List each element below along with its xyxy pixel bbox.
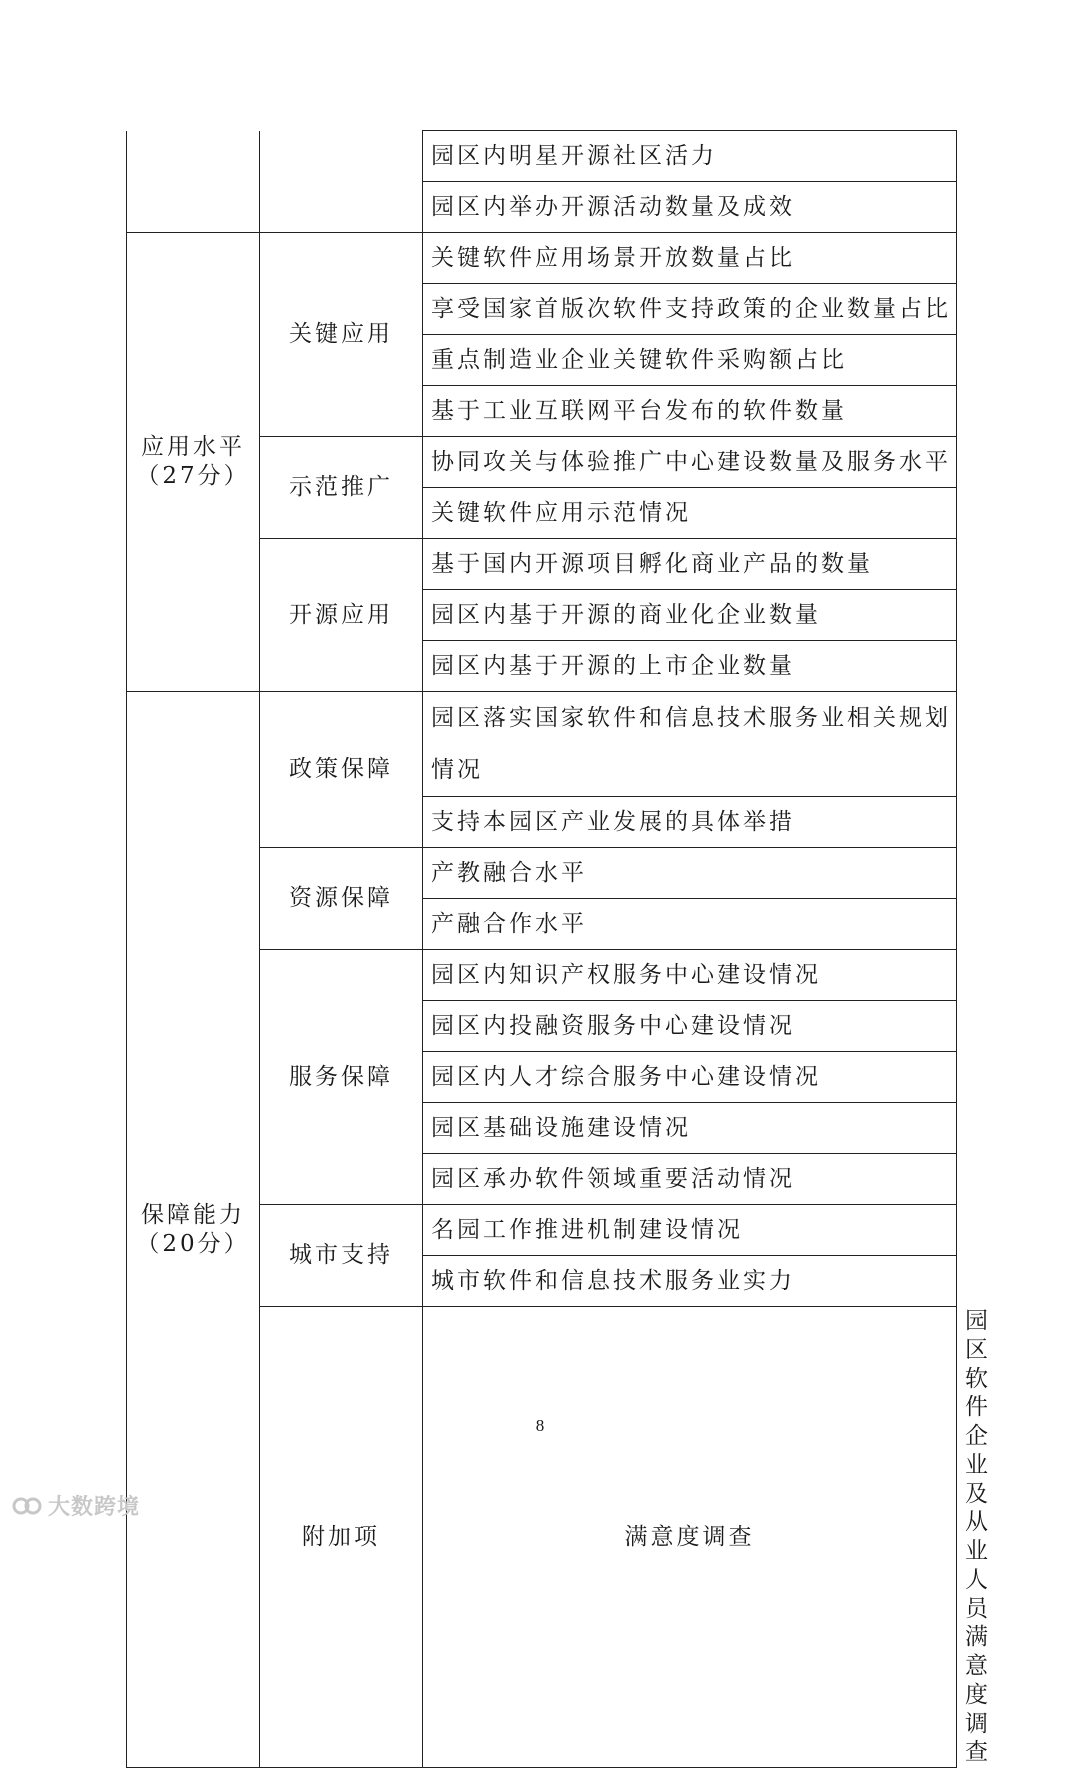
subcategory-cell: 关键应用 xyxy=(260,233,423,437)
indicator-cell: 关键软件应用示范情况 xyxy=(423,488,957,539)
watermark xyxy=(12,1490,140,1521)
indicator-cell: 重点制造业企业关键软件采购额占比 xyxy=(423,335,957,386)
indicator-cell: 协同攻关与体验推广中心建设数量及服务水平 xyxy=(423,437,957,488)
indicator-cell: 城市软件和信息技术服务业实力 xyxy=(423,1256,957,1307)
subcategory-cell: 满意度调查 xyxy=(423,1307,957,1768)
category-cell-additional: 附加项 xyxy=(260,1307,423,1768)
category-score: （27分） xyxy=(136,463,250,489)
indicator-table xyxy=(126,130,991,1768)
indicator-cell: 园区内明星开源社区活力 xyxy=(423,131,957,182)
indicator-cell: 名园工作推进机制建设情况 xyxy=(423,1205,957,1256)
category-score: （20分） xyxy=(136,1230,250,1257)
category-cell-support-capability xyxy=(127,692,260,1768)
category-name: 应用水平 xyxy=(141,434,245,461)
subcategory-cell: 服务保障 xyxy=(260,950,423,1205)
table-row: 附加项 满意度调查 园区软件企业及从业人员满意度调查 xyxy=(127,1307,957,1768)
indicator-cell: 园区内基于开源的上市企业数量 xyxy=(423,641,957,692)
subcategory-cell: 开源应用 xyxy=(260,539,423,692)
subcategory-cell: 城市支持 xyxy=(260,1205,423,1307)
indicator-cell: 产教融合水平 xyxy=(423,848,957,899)
indicator-cell: 园区内基于开源的商业化企业数量 xyxy=(423,590,957,641)
indicator-cell: 园区内人才综合服务中心建设情况 xyxy=(423,1052,957,1103)
indicator-cell: 产融合作水平 xyxy=(423,899,957,950)
indicator-cell: 园区基础设施建设情况 xyxy=(423,1103,957,1154)
table-row xyxy=(127,233,957,284)
subcategory-cell: 政策保障 xyxy=(260,692,423,848)
category-name: 保障能力 xyxy=(141,1201,245,1228)
watermark-text: 大数跨境 xyxy=(48,1495,141,1520)
indicator-cell: 园区内投融资服务中心建设情况 xyxy=(423,1001,957,1052)
page-number: 8 xyxy=(535,1416,545,1435)
table-row xyxy=(127,692,957,797)
indicator-cell: 享受国家首版次软件支持政策的企业数量占比 xyxy=(423,284,957,335)
brand-logo-icon xyxy=(12,1494,42,1518)
indicator-cell: 园区落实国家软件和信息技术服务业相关规划情况 xyxy=(423,692,957,797)
table-row xyxy=(127,131,957,182)
subcategory-cell: 资源保障 xyxy=(260,848,423,950)
indicator-cell: 园区承办软件领域重要活动情况 xyxy=(423,1154,957,1205)
indicator-cell: 支持本园区产业发展的具体举措 xyxy=(423,797,957,848)
subcategory-cell: 示范推广 xyxy=(260,437,423,539)
indicator-cell: 基于工业互联网平台发布的软件数量 xyxy=(423,386,957,437)
indicator-cell: 园区内知识产权服务中心建设情况 xyxy=(423,950,957,1001)
indicator-cell: 园区内举办开源活动数量及成效 xyxy=(423,182,957,233)
category-cell-application-level xyxy=(127,233,260,692)
indicator-cell: 基于国内开源项目孵化商业产品的数量 xyxy=(423,539,957,590)
category-cell-empty xyxy=(127,131,260,233)
indicator-cell: 关键软件应用场景开放数量占比 xyxy=(423,233,957,284)
subcategory-cell-empty xyxy=(260,131,423,233)
